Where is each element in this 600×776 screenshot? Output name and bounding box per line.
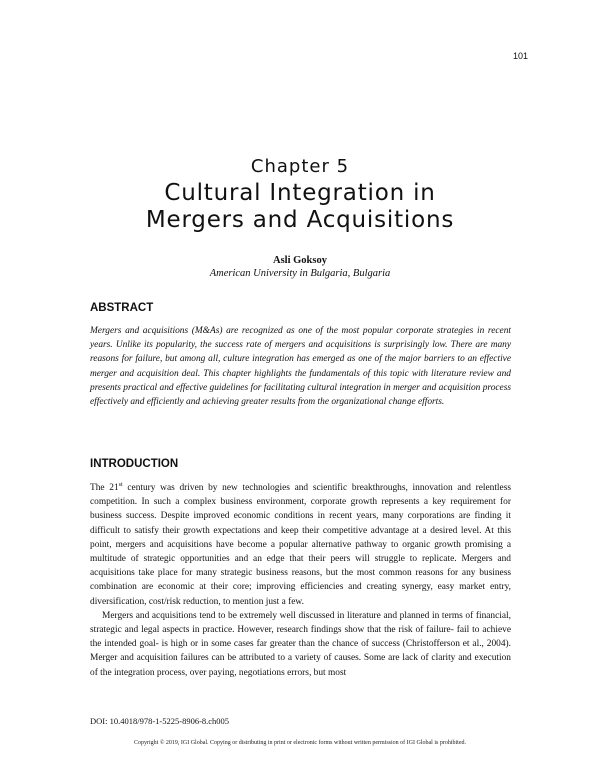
introduction-heading: INTRODUCTION: [90, 458, 179, 470]
introduction-paragraph-1: [90, 481, 511, 609]
page-number: 101: [512, 51, 528, 61]
paragraph-1-text: century was driven by new technologies and scientific breakthroughs, innovation and relentless competition. In such a complex business environment, corporate growth represents a key requirement for business success. Despite improved economic conditions in recent years, many corporations are finding it difficult to satisfy their growth expectations and keep their competitive advantage at a desired level. At this point, mergers and acquisitions have become a popular alternative pathway to organic growth promising a multitude of strategic opportunities and an edge that their peers will struggle to replicate. Mergers and acquisitions take place for many strategic business reasons, but the most common reasons for any business combination are economic at their core; improving efficiencies and creating synergy, easy market entry, diversification, cost/risk reduction, to mention just a few.: [90, 483, 511, 607]
introduction-paragraph-2: Mergers and acquisitions tend to be extremely well discussed in literature and planned in terms of financial, strategic and legal aspects in practice. However, research findings show that the risk of failure- fail to achieve the intended goal- is high or in some cases far greater than the chance of success (Christofferson et al., 2004). Merger and acquisition failures can be attributed to a variety of causes. Some are lack of clarity and execution of the integration process, over paying, negotiations errors, but most: [90, 610, 511, 678]
doi: DOI: 10.4018/978-1-5225-8906-8.ch005: [90, 716, 230, 726]
chapter-title: [0, 180, 600, 234]
chapter-label: Chapter 5: [250, 156, 350, 177]
chapter-title-line-1: Cultural Integration in: [164, 180, 436, 206]
abstract-text: Mergers and acquisitions (M&As) are recognized as one of the most popular corporate strategies in recent years. Unlike its popularity, the success rate of mergers and acquisitions is surprisingly low. There are many reasons for failure, but among all, culture integration has emerged as one of the major barriers to an effective merger and acquisition deal. This chapter highlights the fundamentals of this topic with literature review and presents practical and effective guidelines for facilitating cultural integration in merger and acquisition process effectively and efficiently and achieving greater results from the organizational change efforts.: [90, 326, 511, 408]
chapter-title-line-2: Mergers and Acquisitions: [145, 207, 455, 233]
paragraph-1-superscript: st: [118, 481, 123, 488]
abstract-heading: ABSTRACT: [90, 302, 154, 314]
introduction-body: [90, 481, 511, 680]
paragraph-1-prefix: The 21: [90, 483, 119, 493]
author-affiliation: American University in Bulgaria, Bulgaria: [209, 268, 391, 279]
author-name: Asli Goksoy: [273, 255, 327, 266]
copyright-notice: Copyright © 2019, IGI Global. Copying or distributing in print or electronic forms without written permission of IGI Global is prohibited.: [133, 740, 466, 746]
